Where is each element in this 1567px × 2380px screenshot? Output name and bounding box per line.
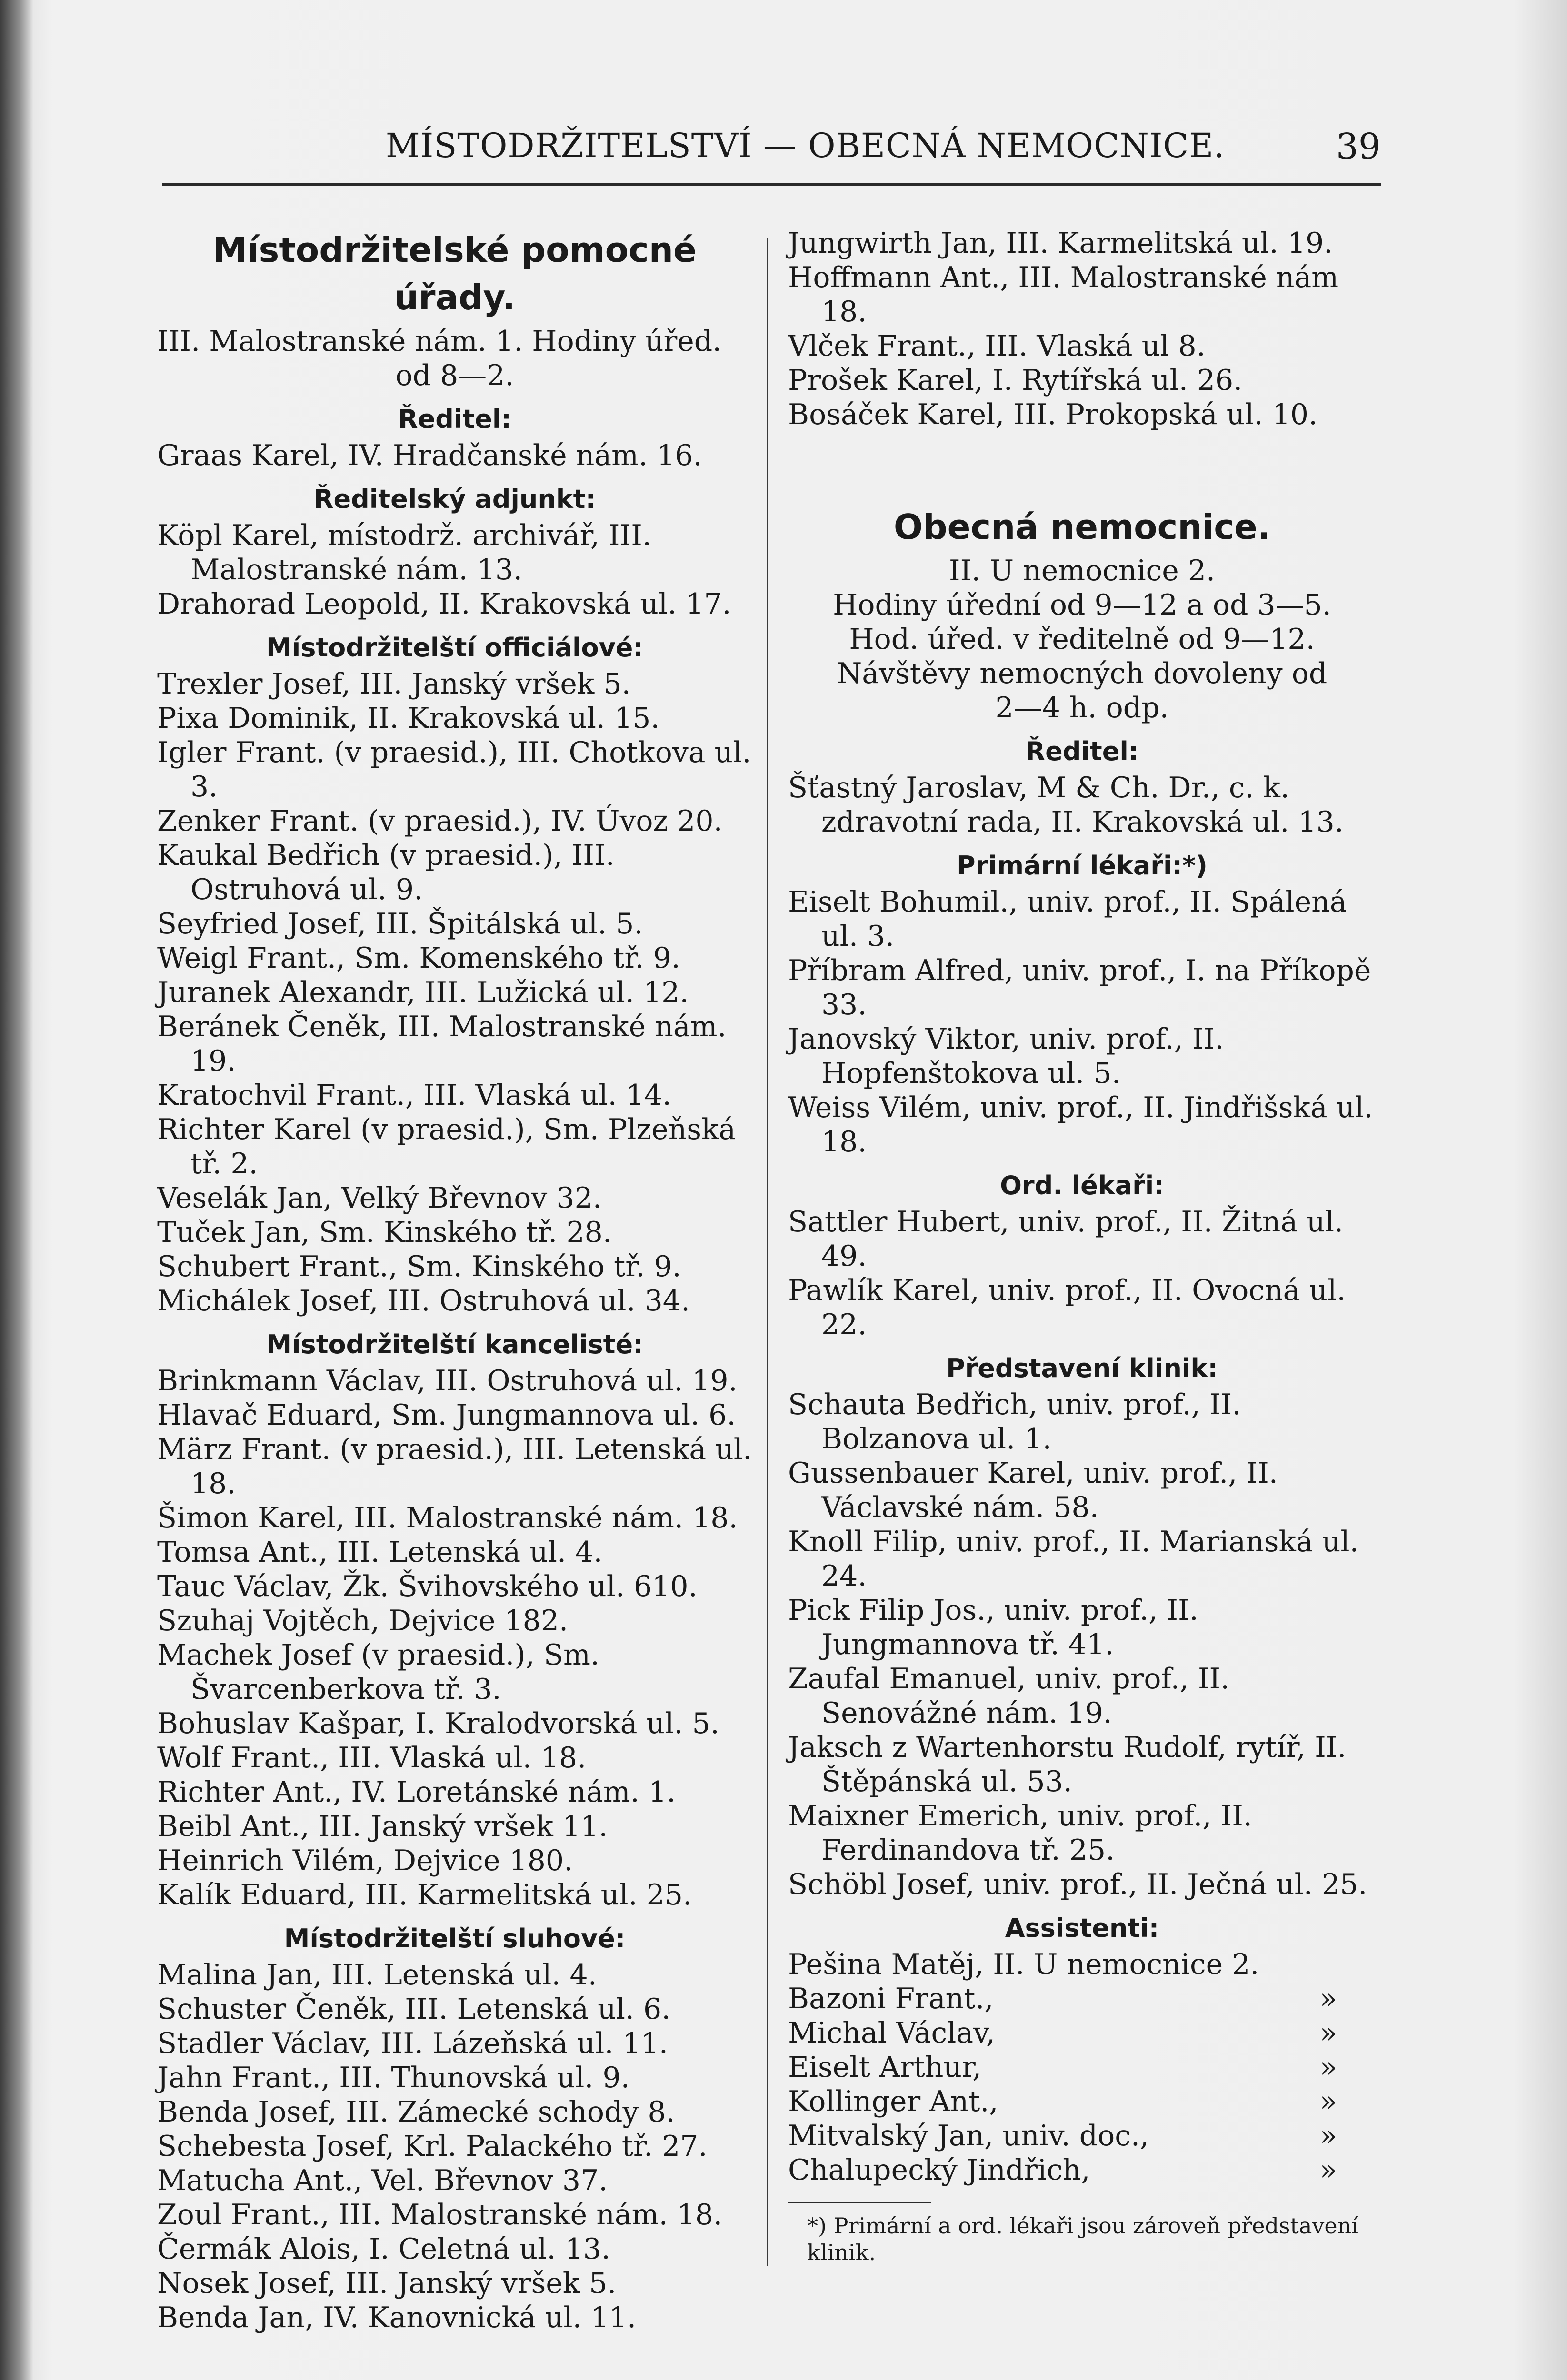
list-item: Bohuslav Kašpar, I. Kralodvorská ul. 5. [157, 1707, 719, 1740]
offices-address: III. Malostranské nám. 1. Hodiny úřed. [157, 325, 722, 358]
list-item: Gussenbauer Karel, univ. prof., II. Václavské nám. 58. [788, 1457, 1278, 1524]
list-item: Tauc Václav, Žk. Švihovského ul. 610. [157, 1570, 698, 1603]
section-heading-hospital: Obecná nemocnice. [893, 507, 1271, 547]
list-item: Matucha Ant., Vel. Břevnov 37. [157, 2164, 608, 2197]
list-item: Tuček Jan, Sm. Kinského tř. 28. [157, 1216, 612, 1249]
list-item: Janovský Viktor, univ. prof., II. Hopfenštokova ul. 5. [788, 1022, 1224, 1090]
subhead-hospital-director: Ředitel: [1025, 736, 1139, 766]
running-head [162, 121, 1381, 174]
list-item: Seyfried Josef, III. Špitálská ul. 5. [157, 907, 643, 941]
list-item: Köpl Karel, místodrž. archivář, III. Malostranské nám. 13. [157, 519, 652, 586]
list-item: Brinkmann Václav, III. Ostruhová ul. 19. [157, 1364, 738, 1398]
assistant-row [788, 2084, 1376, 2119]
list-item: Juranek Alexandr, III. Lužická ul. 12. [157, 976, 689, 1009]
list-item: II. U nemocnice 2. [948, 554, 1216, 587]
list-item: Schauta Bedřich, univ. prof., II. Bolzanova ul. 1. [788, 1388, 1241, 1456]
list-item: Tomsa Ant., III. Letenská ul. 4. [157, 1536, 603, 1569]
list-item: Benda Jan, IV. Kanovnická ul. 11. [157, 2301, 637, 2334]
list-item: Benda Josef, III. Zámecké schody 8. [157, 2095, 675, 2129]
list-item: Hoffmann Ant., III. Malostranské nám 18. [788, 261, 1339, 328]
list-item: Zaufal Emanuel, univ. prof., II. Senovážné nám. 19. [788, 1662, 1230, 1730]
assistant-row [788, 1947, 1376, 1982]
servants-list [157, 1958, 752, 2335]
list-item: Eiselt Bohumil., univ. prof., II. Spálená ul. 3. [788, 885, 1347, 953]
subhead-ord: Ord. lékaři: [1000, 1170, 1164, 1200]
subhead-primary: Primární lékaři:*) [957, 851, 1208, 881]
list-item: Michálek Josef, III. Ostruhová ul. 34. [157, 1284, 690, 1318]
list-item: Sattler Hubert, univ. prof., II. Žitná ul. 49. [788, 1205, 1344, 1273]
list-item: Graas Karel, IV. Hradčanské nám. 16. [157, 439, 702, 472]
list-item: Maixner Emerich, univ. prof., II. Ferdinandova tř. 25. [788, 1799, 1252, 1867]
ditto-mark: » [1319, 2051, 1337, 2084]
list-item: Jaksch z Wartenhorstu Rudolf, rytíř, II. Štěpánská ul. 53. [788, 1731, 1347, 1798]
list-item: Wolf Frant., III. Vlaská ul. 18. [157, 1741, 587, 1775]
section-heading-offices: Místodržitelské pomocné úřady. [213, 230, 697, 317]
list-item: Igler Frant. (v praesid.), III. Chotkova ul. 3. [157, 736, 751, 803]
assistant-row [788, 2050, 1376, 2084]
assistant-name: Chalupecký Jindřich, [788, 2153, 1090, 2187]
hospital-director-list [788, 771, 1376, 839]
list-item: Pawlík Karel, univ. prof., II. Ovocná ul. 22. [788, 1274, 1346, 1341]
list-item: Jahn Frant., III. Thunovská ul. 9. [157, 2061, 630, 2094]
list-item: Drahorad Leopold, II. Krakovská ul. 17. [157, 587, 731, 621]
subhead-adjunct: Ředitelský adjunkt: [313, 484, 596, 514]
list-item: Weiss Vilém, univ. prof., II. Jindřišská ul. 18. [788, 1091, 1373, 1159]
subhead-director: Ředitel: [398, 404, 511, 434]
assistant-name: Kollinger Ant., [788, 2085, 998, 2118]
subhead-assistants: Assistenti: [1005, 1913, 1159, 1943]
list-item: Šťastný Jaroslav, M & Ch. Dr., c. k. zdravotní rada, II. Krakovská ul. 13. [788, 771, 1344, 839]
list-item: Příbram Alfred, univ. prof., I. na Příkopě 33. [788, 954, 1371, 1021]
list-item: Nosek Josef, III. Janský vršek 5. [157, 2267, 617, 2300]
ditto-mark: » [1319, 2153, 1337, 2187]
ditto-mark: » [1319, 1982, 1337, 2015]
assistant-name: Pešina Matěj, II. U nemocnice 2. [788, 1948, 1259, 1981]
list-item: Schöbl Josef, univ. prof., II. Ječná ul. 25. [788, 1868, 1367, 1901]
list-item: Stadler Václav, III. Lázeňská ul. 11. [157, 2027, 668, 2060]
assistant-name: Michal Václav, [788, 2016, 995, 2050]
header-rule [162, 183, 1381, 186]
ditto-mark: » [1319, 2016, 1337, 2050]
primary-list [788, 885, 1376, 1159]
assistant-row [788, 2153, 1376, 2187]
list-item: Schubert Frant., Sm. Kinského tř. 9. [157, 1250, 681, 1283]
page-number: 39 [1336, 126, 1381, 167]
clinics-list [788, 1388, 1376, 1902]
right-column [788, 226, 1376, 2266]
list-item: Hlavač Eduard, Sm. Jungmannova ul. 6. [157, 1398, 736, 1432]
list-item: Beibl Ant., III. Janský vršek 11. [157, 1810, 608, 1843]
list-item: Šimon Karel, III. Malostranské nám. 18. [157, 1501, 738, 1535]
list-item: Schebesta Josef, Krl. Palackého tř. 27. [157, 2130, 708, 2163]
list-item: Prošek Karel, I. Rytířská ul. 26. [788, 364, 1243, 397]
list-item: 2—4 h. odp. [995, 691, 1169, 724]
ditto-mark: » [1319, 2085, 1337, 2118]
list-item: Bosáček Karel, III. Prokopská ul. 10. [788, 398, 1318, 431]
list-item: Hod. úřed. v ředitelně od 9—12. [849, 623, 1315, 656]
list-item: Heinrich Vilém, Dejvice 180. [157, 1844, 573, 1877]
footnote: *) Primární a ord. lékaři jsou zároveň představení klinik. [807, 2213, 1358, 2265]
assistant-row [788, 2016, 1376, 2050]
continued-list [788, 226, 1376, 432]
list-item: Machek Josef (v praesid.), Sm. Švarcenberkova tř. 3. [157, 1638, 599, 1706]
list-item: Schuster Čeněk, III. Letenská ul. 6. [157, 1993, 671, 2026]
list-item: Jungwirth Jan, III. Karmelitská ul. 19. [788, 227, 1333, 260]
list-item: Zoul Frant., III. Malostranské nám. 18. [157, 2198, 723, 2231]
list-item: Kalík Eduard, III. Karmelitská ul. 25. [157, 1878, 692, 1912]
assistant-name: Eiselt Arthur, [788, 2051, 982, 2084]
hospital-info [788, 554, 1376, 725]
running-title: MÍSTODRŽITELSTVÍ — OBECNÁ NEMOCNICE. [386, 126, 1225, 165]
list-item: Kratochvil Frant., III. Vlaská ul. 14. [157, 1079, 672, 1112]
assistant-row [788, 2119, 1376, 2153]
ord-list [788, 1205, 1376, 1342]
director-list [157, 438, 752, 473]
list-item: Pixa Dominik, II. Krakovská ul. 15. [157, 702, 660, 735]
list-item: Kaukal Bedřich (v praesid.), III. Ostruhová ul. 9. [157, 839, 615, 906]
subhead-servants: Místodržitelští sluhové: [284, 1924, 626, 1954]
list-item: Beránek Čeněk, III. Malostranské nám. 19. [157, 1010, 727, 1078]
list-item: Čermák Alois, I. Celetná ul. 13. [157, 2232, 610, 2266]
list-item: Návštěvy nemocných dovoleny od [837, 657, 1327, 690]
list-item: Veselák Jan, Velký Břevnov 32. [157, 1181, 602, 1215]
column-divider [767, 238, 768, 2266]
assistant-name: Bazoni Frant., [788, 1982, 994, 2015]
footnote-rule [788, 2202, 931, 2203]
list-item: Pick Filip Jos., univ. prof., II. Jungmannova tř. 41. [788, 1594, 1198, 1661]
subhead-clerks: Místodržitelští kancelisté: [266, 1329, 643, 1359]
officials-list [157, 667, 752, 1318]
list-item: Weigl Frant., Sm. Komenského tř. 9. [157, 942, 680, 975]
list-item: Zenker Frant. (v praesid.), IV. Úvoz 20. [157, 804, 723, 838]
list-item: Hodiny úřední od 9—12 a od 3—5. [833, 588, 1331, 622]
assistants-list [788, 1947, 1376, 2187]
ditto-mark: » [1319, 2119, 1337, 2152]
adjunct-list [157, 518, 752, 621]
list-item: Knoll Filip, univ. prof., II. Marianská ul. 24. [788, 1525, 1359, 1593]
offices-hours: od 8—2. [395, 359, 514, 392]
list-item: Richter Ant., IV. Loretánské nám. 1. [157, 1775, 676, 1809]
list-item: Richter Karel (v praesid.), Sm. Plzeňská tř. 2. [157, 1113, 736, 1180]
left-column [157, 226, 752, 2335]
assistant-name: Mitvalský Jan, univ. doc., [788, 2119, 1149, 2152]
clerks-list [157, 1364, 752, 1912]
list-item: Malina Jan, III. Letenská ul. 4. [157, 1958, 597, 1992]
subhead-clinics: Představení klinik: [946, 1353, 1218, 1383]
page-edge-shadow [0, 0, 33, 2380]
subhead-officials: Místodržitelští officiálové: [266, 633, 644, 663]
ditto-mark [1319, 1947, 1338, 1982]
list-item: März Frant. (v praesid.), III. Letenská ul. 18. [157, 1433, 752, 1500]
list-item: Szuhaj Vojtěch, Dejvice 182. [157, 1604, 569, 1637]
list-item: Vlček Frant., III. Vlaská ul 8. [788, 329, 1206, 363]
assistant-row [788, 1982, 1376, 2016]
list-item: Trexler Josef, III. Janský vršek 5. [157, 667, 631, 701]
